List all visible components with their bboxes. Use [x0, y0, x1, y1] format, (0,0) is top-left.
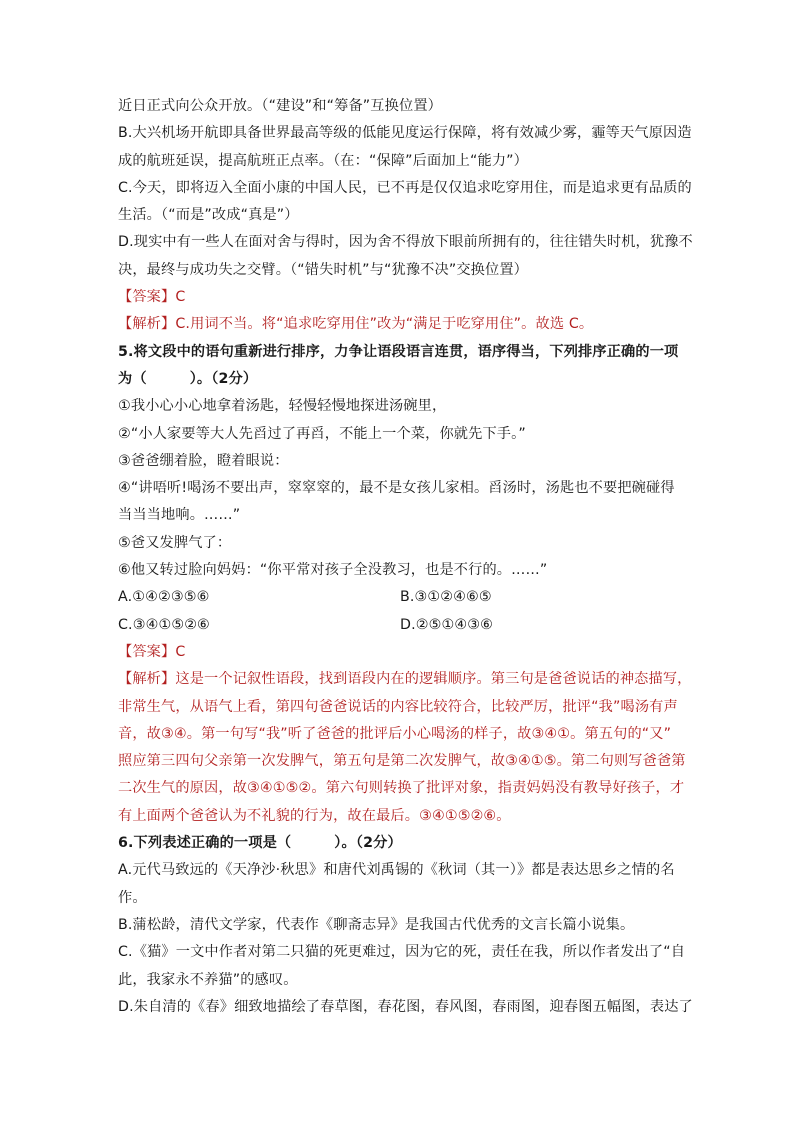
- sentence-item: 当当当地响。……”: [118, 507, 241, 524]
- analysis-text: C.用词不当。将“追求吃穿用住”改为“满足于吃穿用住”。故选 C。: [175, 316, 594, 333]
- text-line: 生活。（“而是”改成“真是”）: [118, 207, 299, 224]
- option-d-line: D.现实中有一些人在面对舍与得时，因为舍不得放下眼前所拥有的，往往错失时机，犹豫不: [118, 234, 693, 251]
- answer-value: C: [175, 643, 186, 660]
- analysis-line: [118, 666, 692, 693]
- text-line: 作。: [118, 889, 147, 906]
- analysis-line: 非常生气，从语气上看，第四句爸爸说话的内容比较符合，比较严厉，批评“我”喝汤有声: [118, 698, 678, 715]
- sentence-item: ⑤爸又发脾气了：: [118, 534, 232, 551]
- option-b: B.③①②④⑥⑤: [400, 589, 492, 606]
- sentence-item: ④“讲唔听!喝汤不要出声，窣窣窣的，最不是女孩儿家相。舀汤时，汤匙也不要把碗碰得: [118, 480, 675, 497]
- option-b-line: B.大兴机场开航即具备世界最高等级的低能见度运行保障，将有效减少雾，霾等天气原因造: [118, 125, 692, 142]
- answer-line: [118, 639, 684, 666]
- analysis-text: 这是一个记叙性语段，找到语段内在的逻辑顺序。第三句是爸爸说话的神态描写，: [175, 671, 692, 688]
- sentence-item: ①我小心小心地拿着汤匙，轻慢轻慢地探进汤碗里，: [118, 398, 447, 415]
- option-c-line: C.今天，即将迈入全面小康的中国人民，已不再是仅仅追求吃穿用住，而是追求更有品质的: [118, 179, 692, 196]
- option-d-line: D.朱自清的《春》细致地描绘了春草图，春花图，春风图，春雨图，迎春图五幅图，表达了: [118, 998, 693, 1015]
- analysis-tag: 【解析】: [118, 671, 176, 688]
- option-d: D.②⑤①④③⑥: [400, 616, 493, 633]
- analysis-line: 音，故③④。第一句写“我”听了爸爸的批评后小心喝汤的样子，故③④①。第五句的“又”: [118, 725, 672, 742]
- question-5-stem: 为（ ）。（2分）: [118, 370, 258, 387]
- option-b-line: B.蒲松龄，清代文学家，代表作《聊斋志异》是我国古代优秀的文言长篇小说集。: [118, 916, 635, 933]
- sentence-item: ②“小人家要等大人先舀过了再舀，不能上一个菜，你就先下手。”: [118, 425, 526, 442]
- sentence-item: ③爸爸绷着脸，瞪着眼说：: [118, 452, 289, 469]
- question-6-stem: 6.下列表述正确的一项是（ ）。（2分）: [118, 835, 402, 852]
- text-line: 成的航班延误，提高航班正点率。（在：“保障”后面加上“能力”）: [118, 152, 529, 169]
- option-c-line: C.《猫》一文中作者对第二只猫的死更难过，因为它的死，责任在我，所以作者发出了“自: [118, 944, 686, 961]
- answer-line: [118, 284, 684, 311]
- text-line: 近日正式向公众开放。（“建设”和“筹备”互换位置）: [118, 98, 442, 114]
- analysis-line: 有上面两个爸爸认为不礼貌的行为，故在最后。③④①⑤②⑥。: [118, 807, 511, 824]
- answer-tag: 【答案】: [118, 289, 176, 306]
- question-5-stem: 5.将文段中的语句重新进行排序，力争让语段语言连贯，语序得当，下列排序正确的一项: [118, 343, 679, 360]
- text-line: 此，我家永不养猫”的感叹。: [118, 971, 298, 988]
- text-line: 决，最终与成功失之交臂。（“错失时机”与“犹豫不决”交换位置）: [118, 261, 529, 278]
- sentence-item: ⑥他又转过脸向妈妈：“你平常对孩子全没教习，也是不行的。……”: [118, 562, 548, 579]
- option-c: C.③④①⑤②⑥: [118, 616, 210, 633]
- option-a-line: A.元代马致远的《天净沙·秋思》和唐代刘禹锡的《秋词（其一）》都是表达思乡之情的名: [118, 862, 675, 879]
- analysis-line: [118, 311, 684, 338]
- answer-value: C: [175, 289, 186, 306]
- analysis-line: 照应第三四句父亲第一次发脾气，第五句是第二次发脾气，故③④①⑤。第二句则写爸爸第: [118, 753, 686, 770]
- options-row: [118, 612, 684, 639]
- answer-tag: 【答案】: [118, 643, 176, 660]
- options-row: [118, 584, 684, 611]
- document-content: [118, 93, 693, 1021]
- analysis-tag: 【解析】: [118, 316, 176, 333]
- option-a: A.①④②③⑤⑥: [118, 589, 210, 606]
- analysis-line: 二次生气的原因，故③④①⑤②。第六句则转换了批评对象，指责妈妈没有教导好孩子，才: [118, 780, 685, 797]
